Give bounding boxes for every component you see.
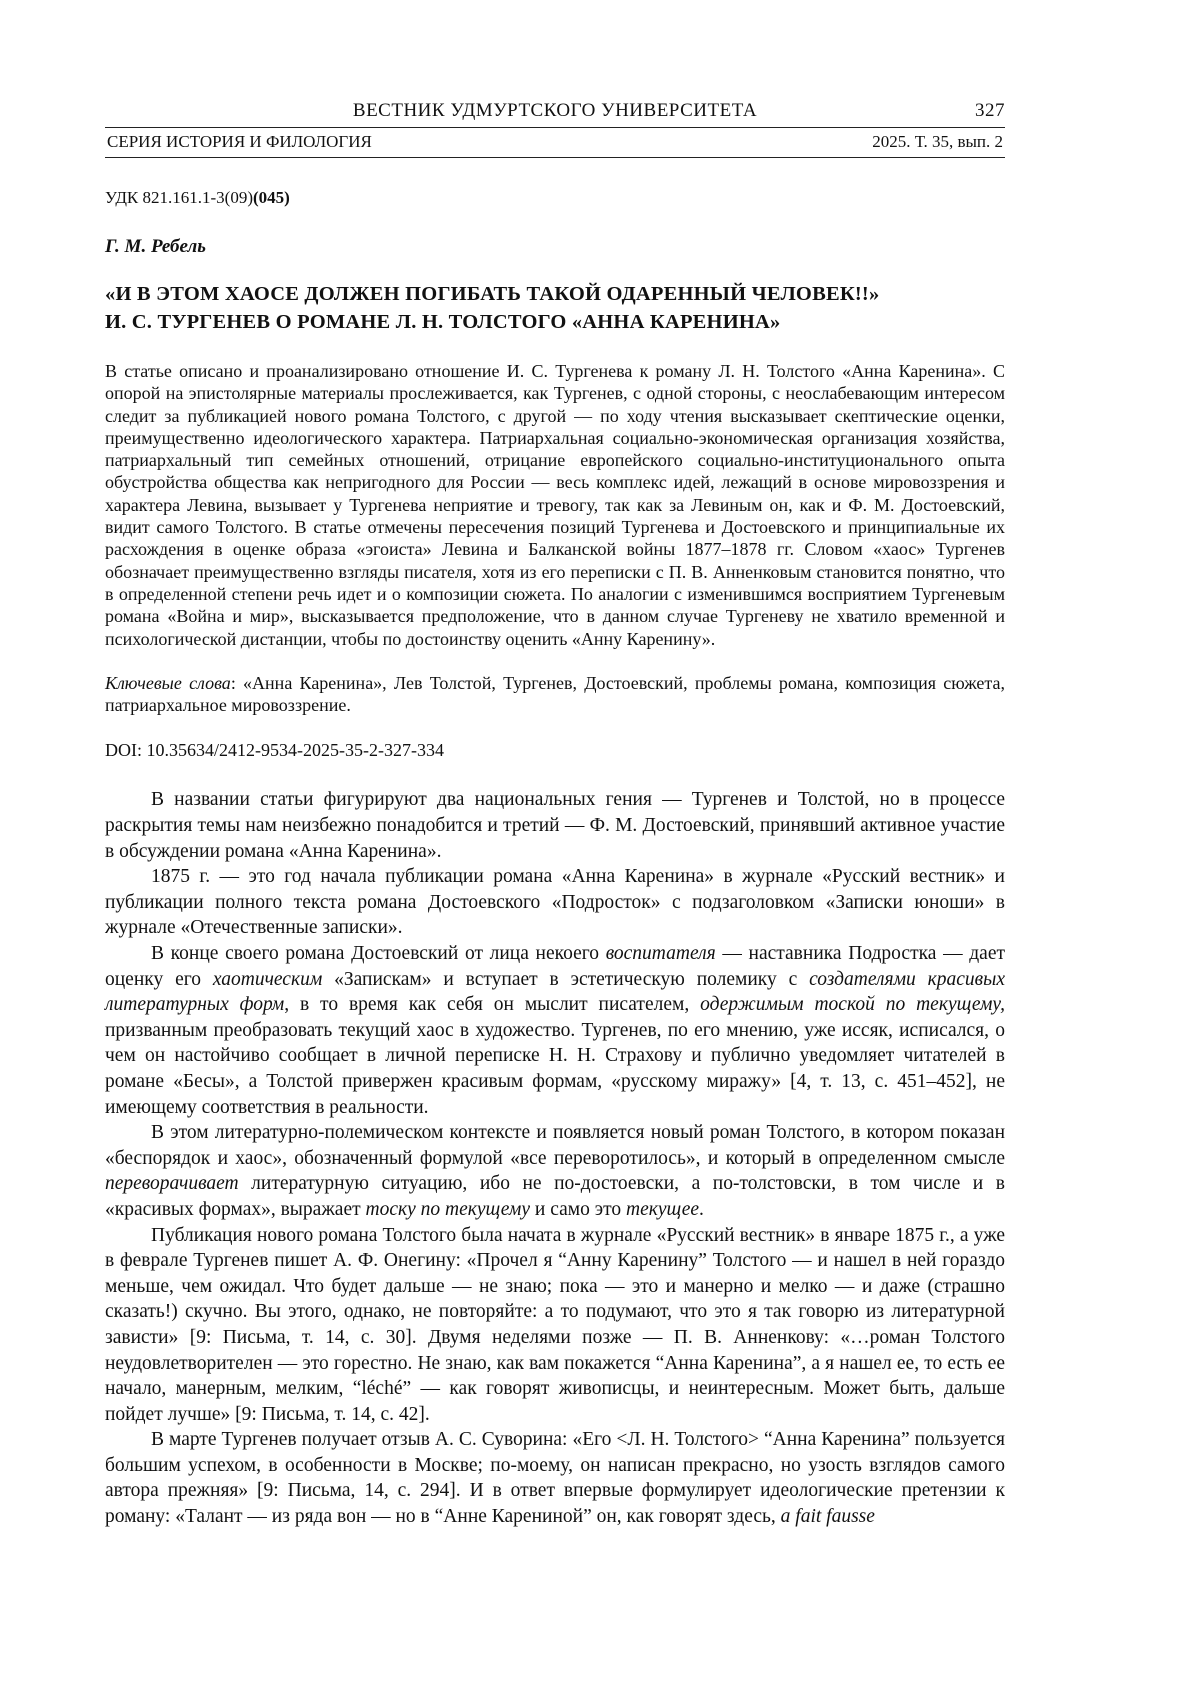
author-name: Г. М. Ребель [105,236,206,257]
page-number: 327 [975,100,1005,121]
body-paragraph: 1875 г. — это год начала публикации романа «Анна Каренина» в журнале «Русский вестник» и публикации полного текста романа Достоевского «Подросток» с подзаголовком «Записки юноши» в журнале «Отечественные записки». [105,866,1005,939]
running-head-top [105,100,1005,128]
keywords-line: Ключевые слова: «Анна Каренина», Лев Толстой, Тургенев, Достоевский, проблемы романа, композиция сюжета, патриархальное мировоззрение. [105,672,1005,716]
running-head [105,100,1005,158]
journal-title: ВЕСТНИК УДМУРТСКОГО УНИВЕРСИТЕТА [352,100,758,121]
body-paragraph: Публикация нового романа Толстого была начата в журнале «Русский вестник» в январе 1875 г., а уже в феврале Тургенев пишет А. Ф. Онегину: «Прочел я “Анну Каренину” Толстого — и нашел в ней гораздо меньше, чем ожидал. Что будет дальше — не знаю; пока — это и манерно и мелко — и даже (страшно сказать!) скучно. Вы этого, однако, не повторяйте: а то подумают, что это я так говорю из литературной зависти» [9: Письма, т. 14, с. 30]. Двумя неделями позже — П. В. Анненкову: «…роман Толстого неудовлетворителен — это горестно. Не знаю, как вам покажется “Анна Каренина”, а я нашел ее, то есть ее начало, манерным, мелким, “léché” — как говорят живописцы, и неинтересным. Может быть, дальше пойдет лучше» [9: Письма, т. 14, с. 42]. [105,1224,1005,1425]
running-head-bottom [105,128,1005,158]
udc-line: УДК 821.161.1-3(09)(045) [105,188,290,207]
issue-info: 2025. Т. 35, вып. 2 [872,132,1003,151]
body-paragraph: В этом литературно-полемическом контексте и появляется новый роман Толстого, в котором показан «беспорядок и хаос», обозначенный формулой «все переворотилось», и который в определенном смысле переворачивает литературную ситуацию, ибо не по-достоевски, а по-толстовски, в том числе и в «красивых формах», выражает тоску по текущему и само это текущее. [105,1122,1005,1220]
article-body [105,787,1005,1529]
doi-line: DOI: 10.35634/2412-9534-2025-35-2-327-334 [105,740,444,761]
body-paragraph: В марте Тургенев получает отзыв А. С. Суворина: «Его <Л. Н. Толстого> “Анна Каренина” пользуется большим успехом, в особенности в Москве; по-моему, он написан прекрасно, но узость взглядов самого автора прежняя» [9: Письма, 14, с. 294]. И в ответ впервые формулирует идеологические претензии к роману: «Талант — из ряда вон — но в “Анне Карениной” он, как говорят здесь, a fait fausse [105,1429,1005,1528]
body-paragraph: В конце своего романа Достоевский от лица некоего воспитателя — наставника Подростка — дает оценку его хаотическим «Запискам» и вступает в эстетическую полемику с создателями красивых литературных форм, в то время как себя он мыслит писателем, одержимым тоской по текущему, призванным преобразовать текущий хаос в художество. Тургенев, по его мнению, уже иссяк, исписался, о чем он настойчиво сообщает в личной переписке Н. Н. Страхову и публично уведомляет читателей в романе «Бесы», а Толстой привержен красивым формам, «русскому миражу» [4, т. 13, с. 451–452], не имеющему соответствия в реальности. [105,943,1005,1118]
article-title [105,280,1005,336]
article-title-line-1: «И В ЭТОМ ХАОСЕ ДОЛЖЕН ПОГИБАТЬ ТАКОЙ ОДАРЕННЫЙ ЧЕЛОВЕК!!» [105,283,880,305]
series-title: СЕРИЯ ИСТОРИЯ И ФИЛОЛОГИЯ [107,132,372,151]
abstract-text: В статье описано и проанализировано отношение И. С. Тургенева к роману Л. Н. Толстого «Анна Каренина». С опорой на эпистолярные материалы прослеживается, как Тургенев, с одной стороны, с неослабевающим интересом следит за публикацией нового романа Толстого, с другой — по ходу чтения высказывает скептические оценки, преимущественно идеологического характера. Патриархальная социально-экономическая организация хозяйства, патриархальный тип семейных отношений, отрицание европейского социально-институционального опыта обустройства общества как непригодного для России — весь комплекс идей, лежащий в основе мировоззрения и характера Левина, вызывает у Тургенева неприятие и тревогу, так как за Левиным он, как и Ф. М. Достоевский, видит самого Толстого. В статье отмечены пересечения позиций Тургенева и Достоевского и принципиальные их расхождения в оценке образа «эгоиста» Левина и Балканской войны 1877–1878 гг. Словом «хаос» Тургенев обозначает преимущественно взгляды писателя, хотя из его переписки с П. В. Анненковым становится понятно, что в определенной степени речь идет и о композиции сюжета. По аналогии с изменившимся восприятием Тургеневым романа «Война и мир», высказывается предположение, что в данном случае Тургеневу не хватило временной и психологической дистанции, чтобы по достоинству оценить «Анну Каренину». [105,361,1005,649]
article-title-line-2: И. С. ТУРГЕНЕВ О РОМАНЕ Л. Н. ТОЛСТОГО «АННА КАРЕНИНА» [105,311,781,333]
body-paragraph: В названии статьи фигурируют два национальных гения — Тургенев и Толстой, но в процессе раскрытия темы нам неизбежно понадобится и третий — Ф. М. Достоевский, принявший активное участие в обсуждении романа «Анна Каренина». [105,789,1005,862]
